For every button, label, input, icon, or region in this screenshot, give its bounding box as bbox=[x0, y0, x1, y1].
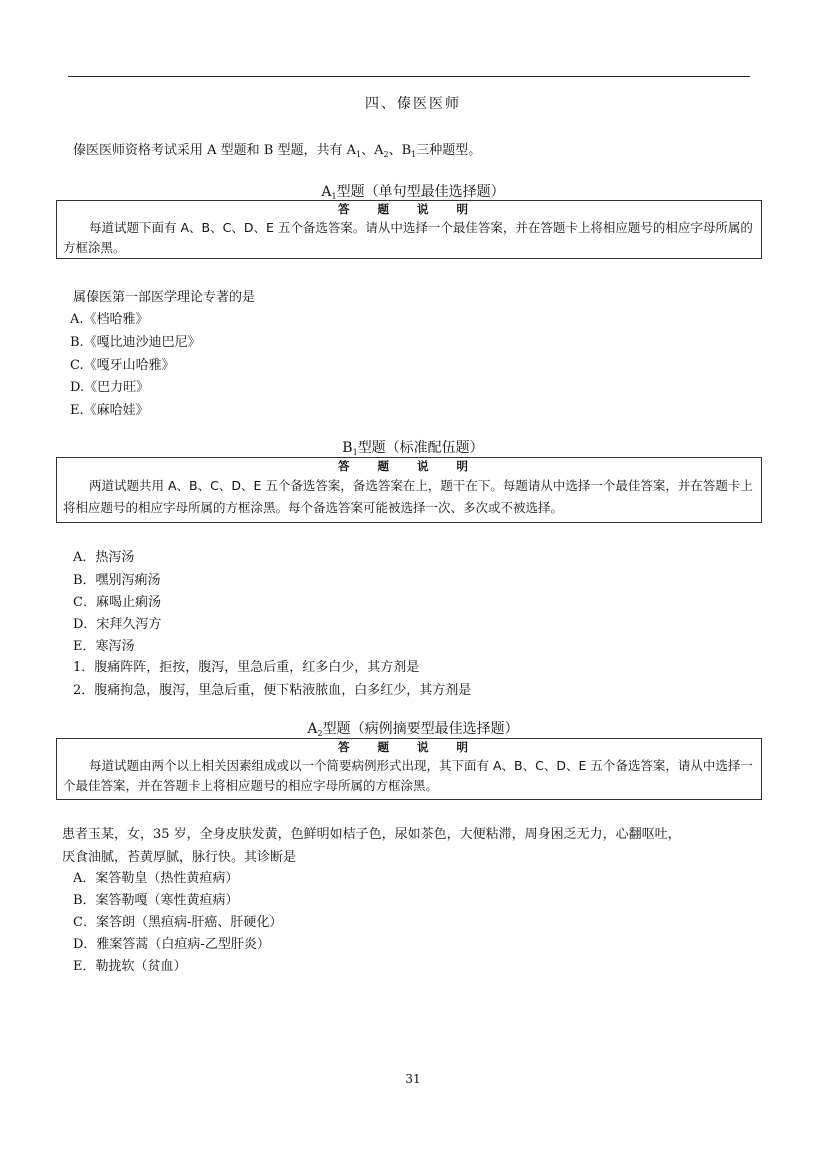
page-title: 四、傣医医师 bbox=[365, 96, 461, 112]
instruction-box-b1 bbox=[56, 457, 762, 523]
header-rule bbox=[68, 76, 750, 77]
section-title-a2: $A_2$型题（病例摘要型最佳选择题） bbox=[307, 721, 519, 738]
instruction-text: 每道试题由两个以上相关因素组成或以一个简要病例形式出现，其下面有 A、B、C、D、E 五个备选答案，请从中选择一个最佳答案，并在答题卡上将相应题号的相应字母所属的方框涂黑。 bbox=[63, 758, 753, 793]
page-number: 31 bbox=[405, 1072, 421, 1086]
instruction-box-a2 bbox=[56, 738, 762, 800]
instruction-text: 两道试题共用 A、B、C、D、E 五个备选答案，备选答案在上，题干在下。每题请从中选择一个最佳答案，并在答题卡上将相应题号的相应字母所属的方框涂黑。每个备选答案可能被选择一次、多次或不被选择。 bbox=[63, 478, 753, 515]
option-a2-b: B．案答勒嘎（寒性黄疸病） bbox=[73, 893, 239, 908]
option-a2-d: D．雅案答蒿（白疸病-乙型肝炎） bbox=[73, 937, 270, 952]
option-b1-c: C．麻喝止痢汤 bbox=[73, 595, 161, 610]
instruction-header: 答 题 说 明 bbox=[337, 459, 480, 473]
option-b1-b: B．嘿别泻痢汤 bbox=[73, 573, 161, 588]
option-a1-a: A.《档哈雅》 bbox=[70, 312, 149, 327]
question-a1: 属傣医第一部医学理论专著的是 bbox=[73, 290, 256, 305]
option-a2-e: E．勒拢软（贫血） bbox=[73, 959, 187, 974]
instruction-text: 每道试题下面有 A、B、C、D、E 五个备选答案。请从中选择一个最佳答案，并在答题卡上将相应题号的相应字母所属的方框涂黑。 bbox=[63, 220, 753, 255]
option-b1-e: E．寒泻汤 bbox=[73, 639, 135, 654]
instruction-header: 答 题 说 明 bbox=[337, 740, 480, 754]
option-a2-c: C．案答朗（黑疸病-肝癌、肝硬化） bbox=[73, 915, 283, 930]
intro-paragraph: 傣医医师资格考试采用 A 型题和 B 型题，共有 $A_1$、$A_2$、$B_1$三种题型。 bbox=[73, 143, 482, 159]
option-a1-c: C.《嘎牙山哈雅》 bbox=[70, 358, 175, 373]
question-b1-1: 1．腹痛阵阵，拒按，腹泻，里急后重，红多白少，其方剂是 bbox=[73, 660, 420, 675]
question-a2-line2: 厌食油腻，苔黄厚腻，脉行快。其诊断是 bbox=[62, 850, 297, 865]
instruction-header: 答 题 说 明 bbox=[337, 202, 480, 216]
option-b1-d: D．宋拜久泻方 bbox=[73, 617, 162, 632]
question-b1-2: 2．腹痛拘急，腹泻，里急后重，便下粘液脓血，白多红少，其方剂是 bbox=[73, 683, 472, 698]
option-b1-a: A．热泻汤 bbox=[73, 550, 135, 565]
option-a1-b: B.《嘎比迪沙迪巴尼》 bbox=[70, 335, 201, 350]
option-a1-e: E.《麻哈娃》 bbox=[70, 403, 149, 418]
instruction-box-a1 bbox=[56, 200, 762, 259]
section-title-a1: $A_1$型题（单句型最佳选择题） bbox=[321, 184, 505, 201]
option-a1-d: D.《巴力旺》 bbox=[70, 380, 150, 395]
question-a2-line1: 患者玉某，女，35 岁，全身皮肤发黄，色鲜明如桔子色，尿如茶色，大便粘滞，周身困乏无力，心翻呕吐， bbox=[62, 827, 681, 842]
option-a2-a: A．案答勒皇（热性黄疸病） bbox=[73, 871, 239, 886]
section-title-b1: $B_1$型题（标准配伍题） bbox=[342, 440, 484, 457]
